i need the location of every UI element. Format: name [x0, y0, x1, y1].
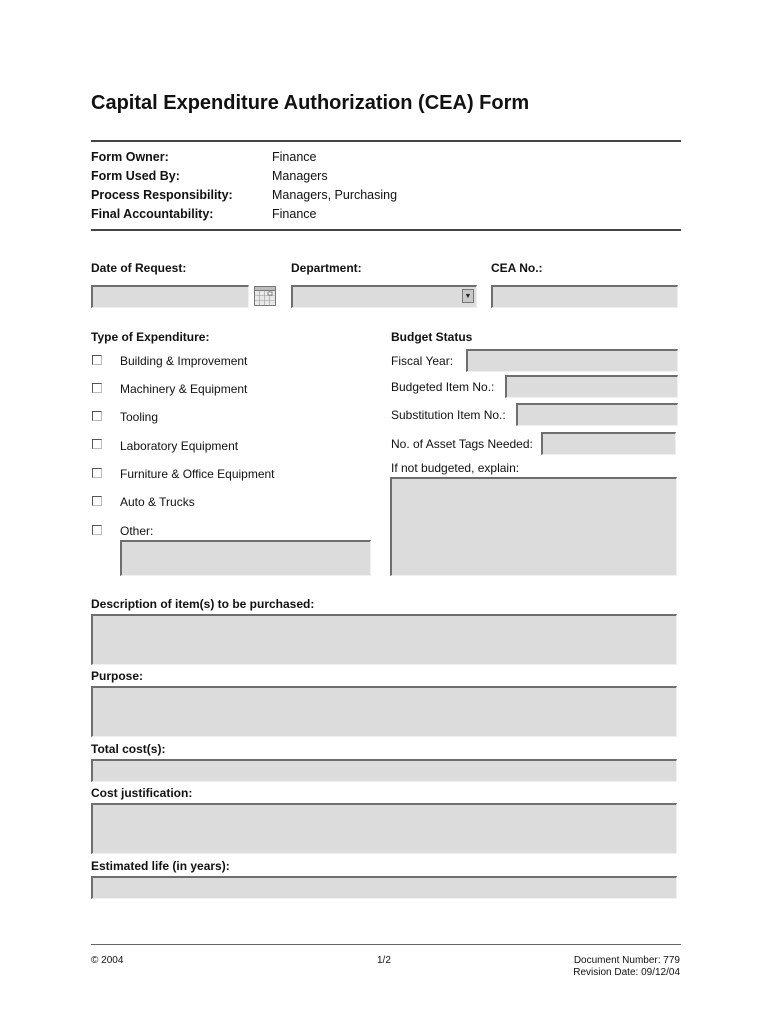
meta-divider	[91, 229, 681, 231]
form-used-by-value: Managers	[272, 169, 328, 183]
not-budgeted-label: If not budgeted, explain:	[391, 461, 520, 475]
footer-divider	[91, 944, 681, 945]
form-owner-value: Finance	[272, 150, 317, 164]
description-label: Description of item(s) to be purchased:	[91, 597, 315, 611]
type-of-expenditure-heading: Type of Expenditure:	[91, 330, 210, 344]
furniture-office-checkbox[interactable]	[92, 468, 102, 478]
date-of-request-field[interactable]	[91, 285, 249, 308]
auto-trucks-label: Auto & Trucks	[120, 495, 195, 509]
not-budgeted-field[interactable]	[390, 477, 677, 576]
fiscal-year-label: Fiscal Year:	[391, 354, 454, 368]
calendar-icon[interactable]	[254, 286, 276, 306]
auto-trucks-checkbox[interactable]	[92, 496, 102, 506]
fiscal-year-field[interactable]	[466, 349, 678, 372]
final-accountability-label: Final Accountability:	[91, 207, 214, 221]
other-checkbox[interactable]	[92, 525, 102, 535]
other-field[interactable]	[120, 540, 371, 576]
estimated-life-label: Estimated life (in years):	[91, 859, 230, 873]
purpose-label: Purpose:	[91, 669, 144, 683]
budgeted-item-field[interactable]	[505, 375, 678, 398]
department-label: Department:	[291, 261, 362, 275]
purpose-field[interactable]	[91, 686, 677, 737]
form-used-by-label: Form Used By:	[91, 169, 180, 183]
page-title: Capital Expenditure Authorization (CEA) Form	[91, 92, 530, 114]
total-cost-label: Total cost(s):	[91, 742, 166, 756]
revision-date: Revision Date: 09/12/04	[573, 967, 680, 978]
page-number: 1/2	[377, 955, 391, 966]
other-label: Other:	[120, 524, 154, 538]
building-improvement-label: Building & Improvement	[120, 354, 248, 368]
total-cost-field[interactable]	[91, 759, 677, 782]
cea-no-label: CEA No.:	[491, 261, 543, 275]
tooling-label: Tooling	[120, 410, 159, 424]
asset-tags-label: No. of Asset Tags Needed:	[391, 437, 533, 451]
cea-no-field[interactable]	[491, 285, 678, 308]
asset-tags-field[interactable]	[541, 432, 676, 455]
department-select[interactable]	[291, 285, 477, 308]
substitution-item-label: Substitution Item No.:	[391, 408, 506, 422]
budget-status-heading: Budget Status	[391, 330, 473, 344]
budgeted-item-label: Budgeted Item No.:	[391, 380, 495, 394]
form-owner-label: Form Owner:	[91, 150, 169, 164]
process-responsibility-value: Managers, Purchasing	[272, 188, 398, 202]
machinery-equipment-checkbox[interactable]	[92, 383, 102, 393]
date-of-request-label: Date of Request:	[91, 261, 187, 275]
laboratory-equipment-label: Laboratory Equipment	[120, 439, 239, 453]
cost-justification-field[interactable]	[91, 803, 677, 854]
final-accountability-value: Finance	[272, 207, 317, 221]
furniture-office-label: Furniture & Office Equipment	[120, 467, 275, 481]
copyright-text: © 2004	[91, 955, 124, 966]
document-number: Document Number: 779	[573, 955, 680, 966]
substitution-item-field[interactable]	[516, 403, 678, 426]
process-responsibility-label: Process Responsibility:	[91, 188, 233, 202]
estimated-life-field[interactable]	[91, 876, 677, 899]
laboratory-equipment-checkbox[interactable]	[92, 439, 102, 449]
chevron-down-icon[interactable]: ▼	[462, 289, 474, 303]
machinery-equipment-label: Machinery & Equipment	[120, 382, 248, 396]
description-field[interactable]	[91, 614, 677, 665]
cost-justification-label: Cost justification:	[91, 786, 193, 800]
building-improvement-checkbox[interactable]	[92, 355, 102, 365]
title-divider	[91, 140, 681, 142]
tooling-checkbox[interactable]	[92, 411, 102, 421]
